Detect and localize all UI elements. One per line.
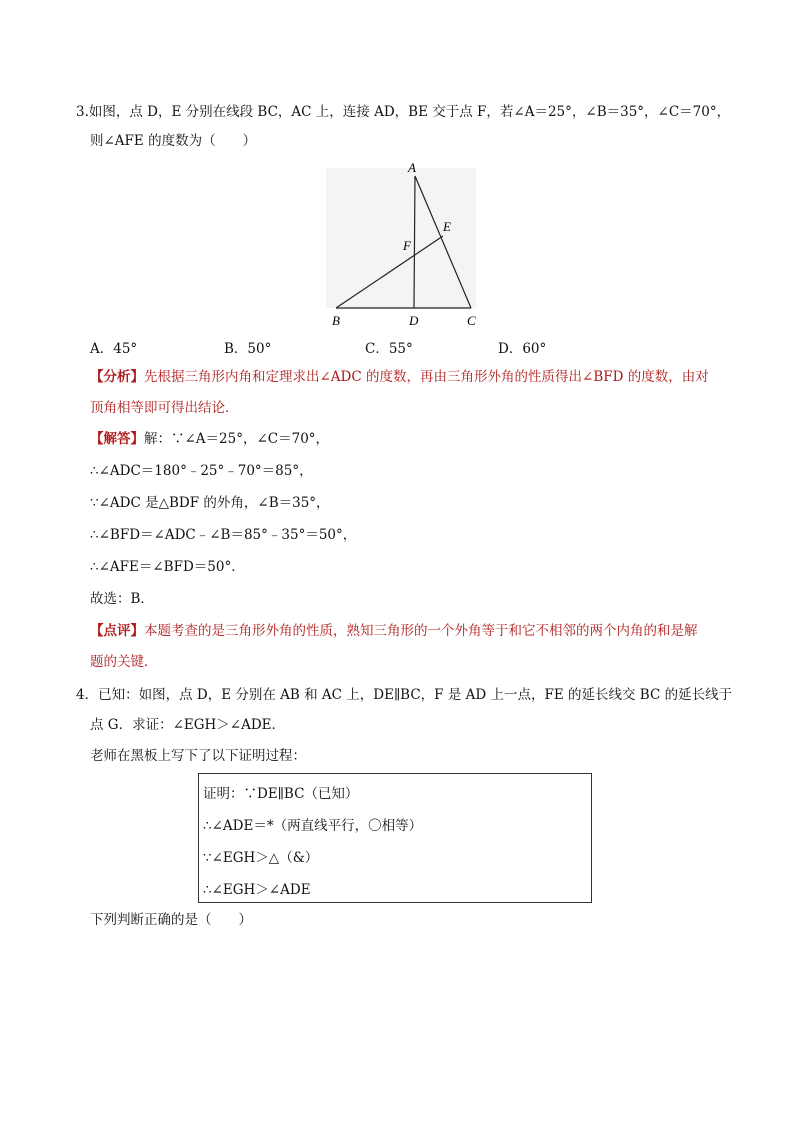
q3-stem-line2: 则∠AFE 的度数为（ ） (90, 133, 257, 149)
label-a: A (408, 160, 416, 175)
proof-line-3: ∵∠EGH＞△（&） (203, 850, 319, 866)
q3-options (90, 337, 650, 355)
analysis-tag: 【分析】 (90, 369, 144, 385)
analysis-text1: 先根据三角形内角和定理求出∠ADC 的度数，再由三角形外角的性质得出∠BFD 的度数，由对 (144, 369, 709, 385)
comment-line1 (90, 622, 698, 640)
proof-line-4: ∴∠EGH＞∠ADE (203, 882, 311, 898)
label-f: F (403, 238, 411, 253)
solution-step-1: ∴∠ADC＝180°﹣25°﹣70°＝85°， (90, 463, 313, 479)
q4-stem-line1: 4．已知：如图，点 D，E 分别在 AB 和 AC 上，DE∥BC，F 是 AD 上一点，FE 的延长线交 BC 的延长线于 (76, 687, 733, 703)
proof-line-2: ∴∠ADE＝*（两直线平行，〇相等） (203, 818, 423, 834)
comment-text1: 本题考查的是三角形外角的性质，熟知三角形的一个外角等于和它不相邻的两个内角的和是解 (144, 623, 698, 639)
q4-stem-line2: 点 G．求证：∠EGH＞∠ADE． (90, 717, 286, 733)
solution-intro: 解：∵∠A＝25°，∠C＝70°， (144, 431, 330, 447)
solution-step-2: ∵∠ADC 是△BDF 的外角，∠B＝35°， (90, 495, 330, 511)
solution-line1 (90, 430, 329, 448)
proof-line-1: 证明：∵DE∥BC（已知） (203, 786, 359, 802)
option-b: B．50° (224, 341, 272, 357)
analysis-line1 (90, 368, 709, 386)
label-c: C (467, 313, 476, 328)
proof-box (198, 773, 592, 903)
comment-tag: 【点评】 (90, 623, 144, 639)
solution-choice: 故选：B． (90, 591, 154, 607)
option-c: C．55° (365, 341, 413, 357)
label-e: E (443, 219, 451, 234)
figure-background (326, 168, 476, 308)
option-a: A．45° (90, 341, 138, 357)
comment-line2: 题的关键． (90, 654, 158, 670)
triangle-figure (326, 160, 486, 330)
analysis-line2: 顶角相等即可得出结论． (90, 400, 239, 416)
solution-step-3: ∴∠BFD＝∠ADC﹣∠B＝85°﹣35°＝50°， (90, 527, 357, 543)
q4-stem-line3: 老师在黑板上写下了以下证明过程： (90, 748, 306, 764)
label-d: D (409, 313, 419, 328)
q4-question: 下列判断正确的是（ ） (90, 912, 252, 928)
q3-stem-line1: 3.如图，点 D，E 分别在线段 BC，AC 上，连接 AD，BE 交于点 F，若∠A＝25°，∠B＝35°，∠C＝70°， (76, 104, 731, 120)
option-d: D．60° (498, 341, 547, 357)
solution-tag: 【解答】 (90, 431, 144, 447)
label-b: B (332, 313, 340, 328)
solution-step-4: ∴∠AFE＝∠BFD＝50°． (90, 559, 245, 575)
